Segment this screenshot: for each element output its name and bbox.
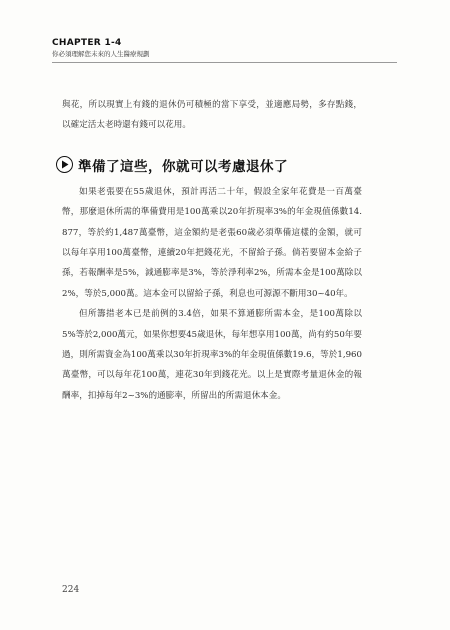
running-header: [52, 38, 397, 59]
intro-paragraph: 與花，所以現實上有錢的退休仍可積極的當下享受，並適應局勢，多存點錢，以確定活太老時還有錢可以花用。: [62, 100, 362, 131]
body-paragraph-1: 如果老張要在55歲退休，預計再活二十年，假設全家年花費是一百萬臺幣，那麼退休所需的準備費用是100萬乘以20年折現率3%的年金現值係數14.877，等於約1,487萬臺幣，這金額約是老張60歲必須準備這樣的金額，就可以每年享用100萬臺幣，連續20年把錢花光，不留給子孫。倘若要留本金給子孫，若報酬率是5%，減通膨率是3%，等於淨利率2%，所需本金是100萬除以2%，等於5,000萬。這本金可以留給子孫，利息也可源源不斷用30~40年。: [62, 186, 362, 299]
page-body: [62, 95, 362, 406]
body-paragraph-2: 但所籌措老本已是前例的3.4倍，如果不算通膨所需本金，是100萬除以5%等於2,000萬元，如果你想要45歲退休，每年想享用100萬，尚有約50年要過，則所需資金為100萬乘以30年折現率3%的年金現值係數19.6，等於1,960萬臺幣，可以每年花100萬，連花30年到錢花光。以上是實際考量退休金的報酬率，扣掉每年2~3%的通膨率，所留出的所需退休本金。: [62, 309, 362, 401]
chapter-subtitle: 你必須理解您未來的人生醫療規劃: [52, 50, 150, 58]
header-divider: [52, 62, 397, 63]
play-circle-icon: [56, 156, 73, 173]
page-number: 224: [62, 585, 80, 595]
chapter-label: CHAPTER 1-4: [52, 38, 122, 48]
section-title: 準備了這些，你就可以考慮退休了: [78, 158, 288, 175]
section-heading: [56, 154, 362, 176]
